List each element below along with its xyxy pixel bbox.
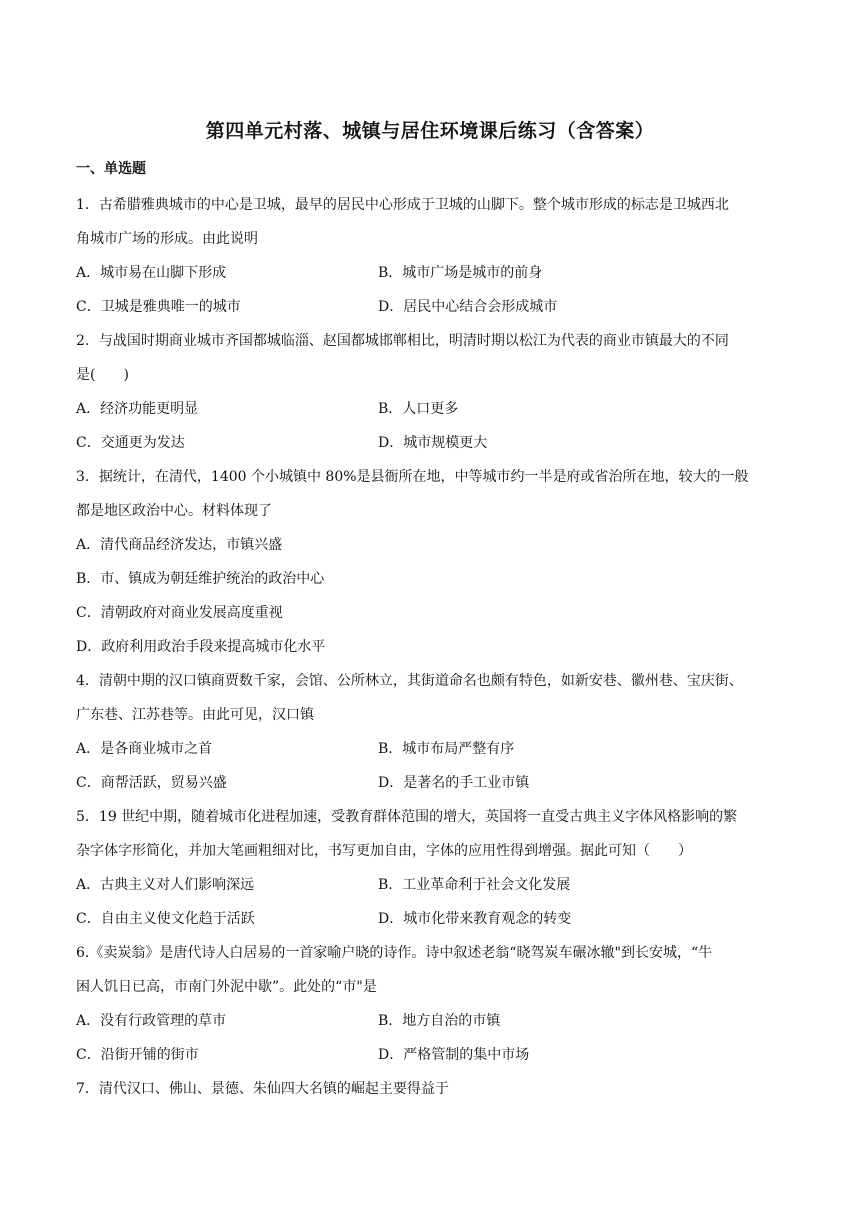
answer-option: C．交通更为发达 [76,435,185,451]
question-3 [76,460,788,664]
question-stem-line: 广东巷、江苏巷等。由此可见，汉口镇 [76,707,314,723]
question-7 [76,1072,788,1106]
answer-option: D．城市化带来教育观念的转变 [378,911,572,927]
answer-option: C．自由主义使文化趋于活跃 [76,911,255,927]
option-row [76,868,788,902]
question-stem-line: 5．19 世纪中期，随着城市化进程加速，受教育群体范围的增大，英国将一直受古典主义字体风格影响的繁 [76,809,738,825]
question-stem-line: 1．古希腊雅典城市的中心是卫城，最早的居民中心形成于卫城的山脚下。整个城市形成的标志是卫城西北 [76,197,729,213]
answer-option: C．清朝政府对商业发展高度重视 [76,605,283,621]
answer-option: C．卫城是雅典唯一的城市 [76,299,241,315]
answer-option: A．经济功能更明显 [76,401,199,417]
option-row [76,290,788,324]
question-2 [76,324,788,460]
option-row [76,1038,788,1072]
question-stem-line: 3．据统计，在清代，1400 个小城镇中 80%是县衙所在地，中等城市约一半是府或省治所在地，较大的一般 [76,469,749,485]
option-row [76,392,788,426]
answer-option: B．市、镇成为朝廷维护统治的政治中心 [76,571,325,587]
question-stem-line: 是( ) [76,367,129,383]
answer-option: B．城市广场是城市的前身 [378,265,543,281]
answer-option: A．没有行政管理的草市 [76,1013,227,1029]
question-4 [76,664,788,800]
question-stem-line: 困人饥日已高，市南门外泥中歇”。此处的“市"是 [76,979,377,995]
option-row [76,256,788,290]
option-row [76,766,788,800]
question-6 [76,936,788,1072]
section-heading: 一、单选题 [76,161,146,177]
answer-option: A．古典主义对人们影响深远 [76,877,255,893]
option-row [76,1004,788,1038]
question-stem-line: 6.《卖炭翁》是唐代诗人白居易的一首家喻户晓的诗作。诗中叙述老翁“晓驾炭车碾冰辙"到长安城，“牛 [76,945,713,961]
answer-option: A．城市易在山脚下形成 [76,265,227,281]
answer-option: D．城市规模更大 [378,435,488,451]
answer-option: D．政府利用政治手段来提高城市化水平 [76,639,326,655]
answer-option: B．城市布局严整有序 [378,741,515,757]
question-stem-line: 都是地区政治中心。材料体现了 [76,503,272,519]
page-title: 第四单元村落、城镇与居住环境课后练习（含答案） [205,120,655,142]
answer-option: C．沿街开铺的街市 [76,1047,199,1063]
answer-option: B．工业革命利于社会文化发展 [378,877,571,893]
question-5 [76,800,788,936]
answer-option: A．是各商业城市之首 [76,741,213,757]
answer-option: B．人口更多 [378,401,459,417]
question-list [76,188,788,1106]
question-stem-line: 角城市广场的形成。由此说明 [76,231,258,247]
question-1 [76,188,788,324]
question-stem-line: 4．清朝中期的汉口镇商贾数千家，会馆、公所林立，其街道命名也颇有特色，如新安巷、徽州巷、宝庆街、 [76,673,743,689]
answer-option: D．严格管制的集中市场 [378,1047,530,1063]
answer-option: B．地方自治的市镇 [378,1013,501,1029]
question-stem-line: 2．与战国时期商业城市齐国都城临淄、赵国都城邯郸相比，明清时期以松江为代表的商业市镇最大的不同 [76,333,729,349]
question-stem-line: 杂字体字形简化，并加大笔画粗细对比，书写更加自由，字体的应用性得到增强。据此可知（ ） [76,843,692,859]
answer-option: D．是著名的手工业市镇 [378,775,530,791]
answer-option: D．居民中心结合会形成城市 [378,299,558,315]
answer-option: C．商帮活跃，贸易兴盛 [76,775,227,791]
option-row [76,426,788,460]
question-stem-line: 7．清代汉口、佛山、景德、朱仙四大名镇的崛起主要得益于 [76,1081,449,1097]
answer-option: A．清代商品经济发达，市镇兴盛 [76,537,283,553]
option-row [76,902,788,936]
option-row [76,732,788,766]
